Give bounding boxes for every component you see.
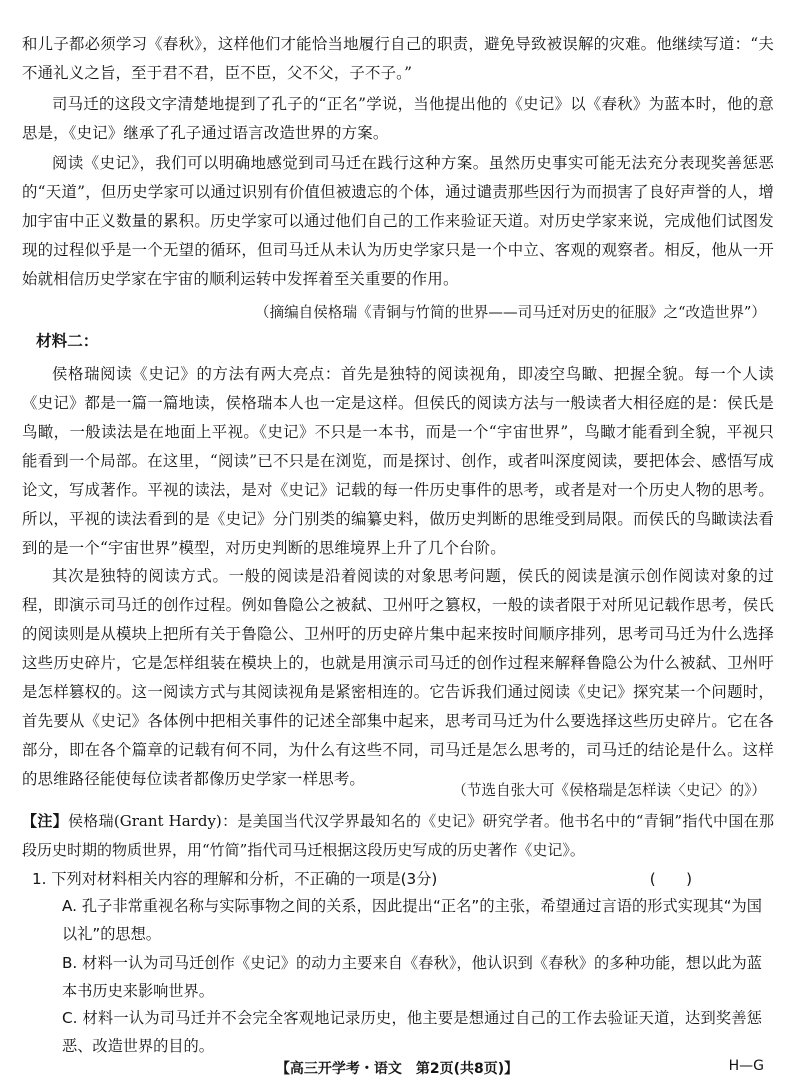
material2-source: （节选自张大可《侯格瑞是怎样读〈史记〉的》） xyxy=(452,782,766,799)
question-1-text: 1. 下列对材料相关内容的理解和分析，不正确的一项是(3分) xyxy=(32,870,438,888)
option-b: B. 材料一认为司马迁创作《史记》的动力主要来自《春秋》，他认识到《春秋》的多种功能，想以此为蓝本书历史来影响世界。 xyxy=(62,954,762,1000)
material1-paragraph-3: 阅读《史记》，我们可以明确地感觉到司马迁在践行这种方案。虽然历史事实可能无法充分表现奖善惩恶的“天道”，但历史学家可以通过识别有价值但被遗忘的个体，通过谴责那些因行为而损害了良好声誉的人，增加宇宙中正义数量的累积。历史学家可以通过他们自己的工作来验证天道。对历史学家来说，完成他们试图发现的过程似乎是一个无望的循环，但司马迁从未认为历史学家只是一个中立、客观的观察者。相反，他从一开始就相信历史学家在宇宙的顺利运转中发挥着至关重要的作用。 xyxy=(22,154,774,288)
material2-paragraph-2: 其次是独特的阅读方式。一般的阅读是沿着阅读的对象思考问题，侯氏的阅读是演示创作阅读对象的过程，即演示司马迁的创作过程。例如鲁隐公之被弑、卫州吁之篡权，一般的读者限于对所见记载作思考，侯氏的阅读则是从模块上把所有关于鲁隐公、卫州吁的历史碎片集中起来按时间顺序排列，思考司马迁为什么选择这些历史碎片，它是怎样组装在模块上的，也就是用演示司马迁的创作过程来解释鲁隐公为什么被弑、卫州吁是怎样篡权的。这一阅读方式与其阅读视角是紧密相连的。它告诉我们通过阅读《史记》探究某一个问题时，首先要从《史记》各体例中把相关事件的记述全部集中起来，思考司马迁为什么要选择这些历史碎片。它在各部分，即在各个篇章的记载有何不同，为什么有这些不同，司马迁是怎么思考的，司马迁的结论是什么。这样的思维路径能使每位读者都像历史学家一样思考。 xyxy=(22,567,774,788)
option-a: A. 孔子非常重视名称与实际事物之间的关系，因此提出“正名”的主张，希望通过言语的形式实现其“为国以礼”的思想。 xyxy=(62,897,762,943)
annotation-note xyxy=(22,807,774,865)
material2-heading: 材料二： xyxy=(36,331,99,350)
note-label: 【注】 xyxy=(22,812,68,830)
option-c: C. 材料一认为司马迁并不会完全客观地记录历史，他主要是想通过自己的工作去验证天道，达到奖善惩恶、改造世界的目的。 xyxy=(62,1009,762,1055)
answer-blank: ( ) xyxy=(649,870,692,888)
page-footer: 【高三开学考・语文 第2页(共8页)】 xyxy=(275,1061,519,1077)
question-1-stem xyxy=(32,866,762,892)
note-text: 侯格瑞(Grant Hardy)：是美国当代汉学界最知名的《史记》研究学者。他书名中的“青铜”指代中国在那段历史时期的物质世界，用“竹简”指代司马迁根据这段历史写成的历史著作《史记》。 xyxy=(22,812,774,859)
material1-paragraph-2: 司马迁的这段文字清楚地提到了孔子的“正名”学说，当他提出他的《史记》以《春秋》为蓝本时，他的意思是，《史记》继承了孔子通过语言改造世界的方案。 xyxy=(22,95,774,142)
material2-paragraph-1: 侯格瑞阅读《史记》的方法有两大亮点：首先是独特的阅读视角，即凌空鸟瞰、把握全貌。每一个人读《史记》都是一篇一篇地读，侯格瑞本人也一定是这样。但侯氏的阅读方法与一般读者大相径庭的是：侯氏是鸟瞰，一般读法是在地面上平视。《史记》不只是一本书，而是一个“宇宙世界”，鸟瞰才能看到全貌，平视只能看到一个局部。在这里，“阅读”已不只是在浏览，而是探讨、创作，或者叫深度阅读，要把体会、感悟写成论文，写成著作。平视的读法，是对《史记》记载的每一件历史事件的思考，或者是对一个历史人物的思考。所以，平视的读法看到的是《史记》分门别类的编纂史料，做历史判断的思维受到局限。而侯氏的鸟瞰读法看到的是一个“宇宙世界”模型，对历史判断的思维境界上升了几个台阶。 xyxy=(22,365,774,557)
material1-source: （摘编自侯格瑞《青铜与竹简的世界——司马迁对历史的征服》之“改造世界”） xyxy=(254,304,766,321)
material1-paragraph-1: 和儿子都必须学习《春秋》，这样他们才能恰当地履行自己的职责，避免导致被误解的灾难。他继续写道：“夫不通礼义之旨，至于君不君，臣不臣，父不父，子不子。” xyxy=(22,35,774,82)
paper-code: H—G xyxy=(728,1058,764,1074)
